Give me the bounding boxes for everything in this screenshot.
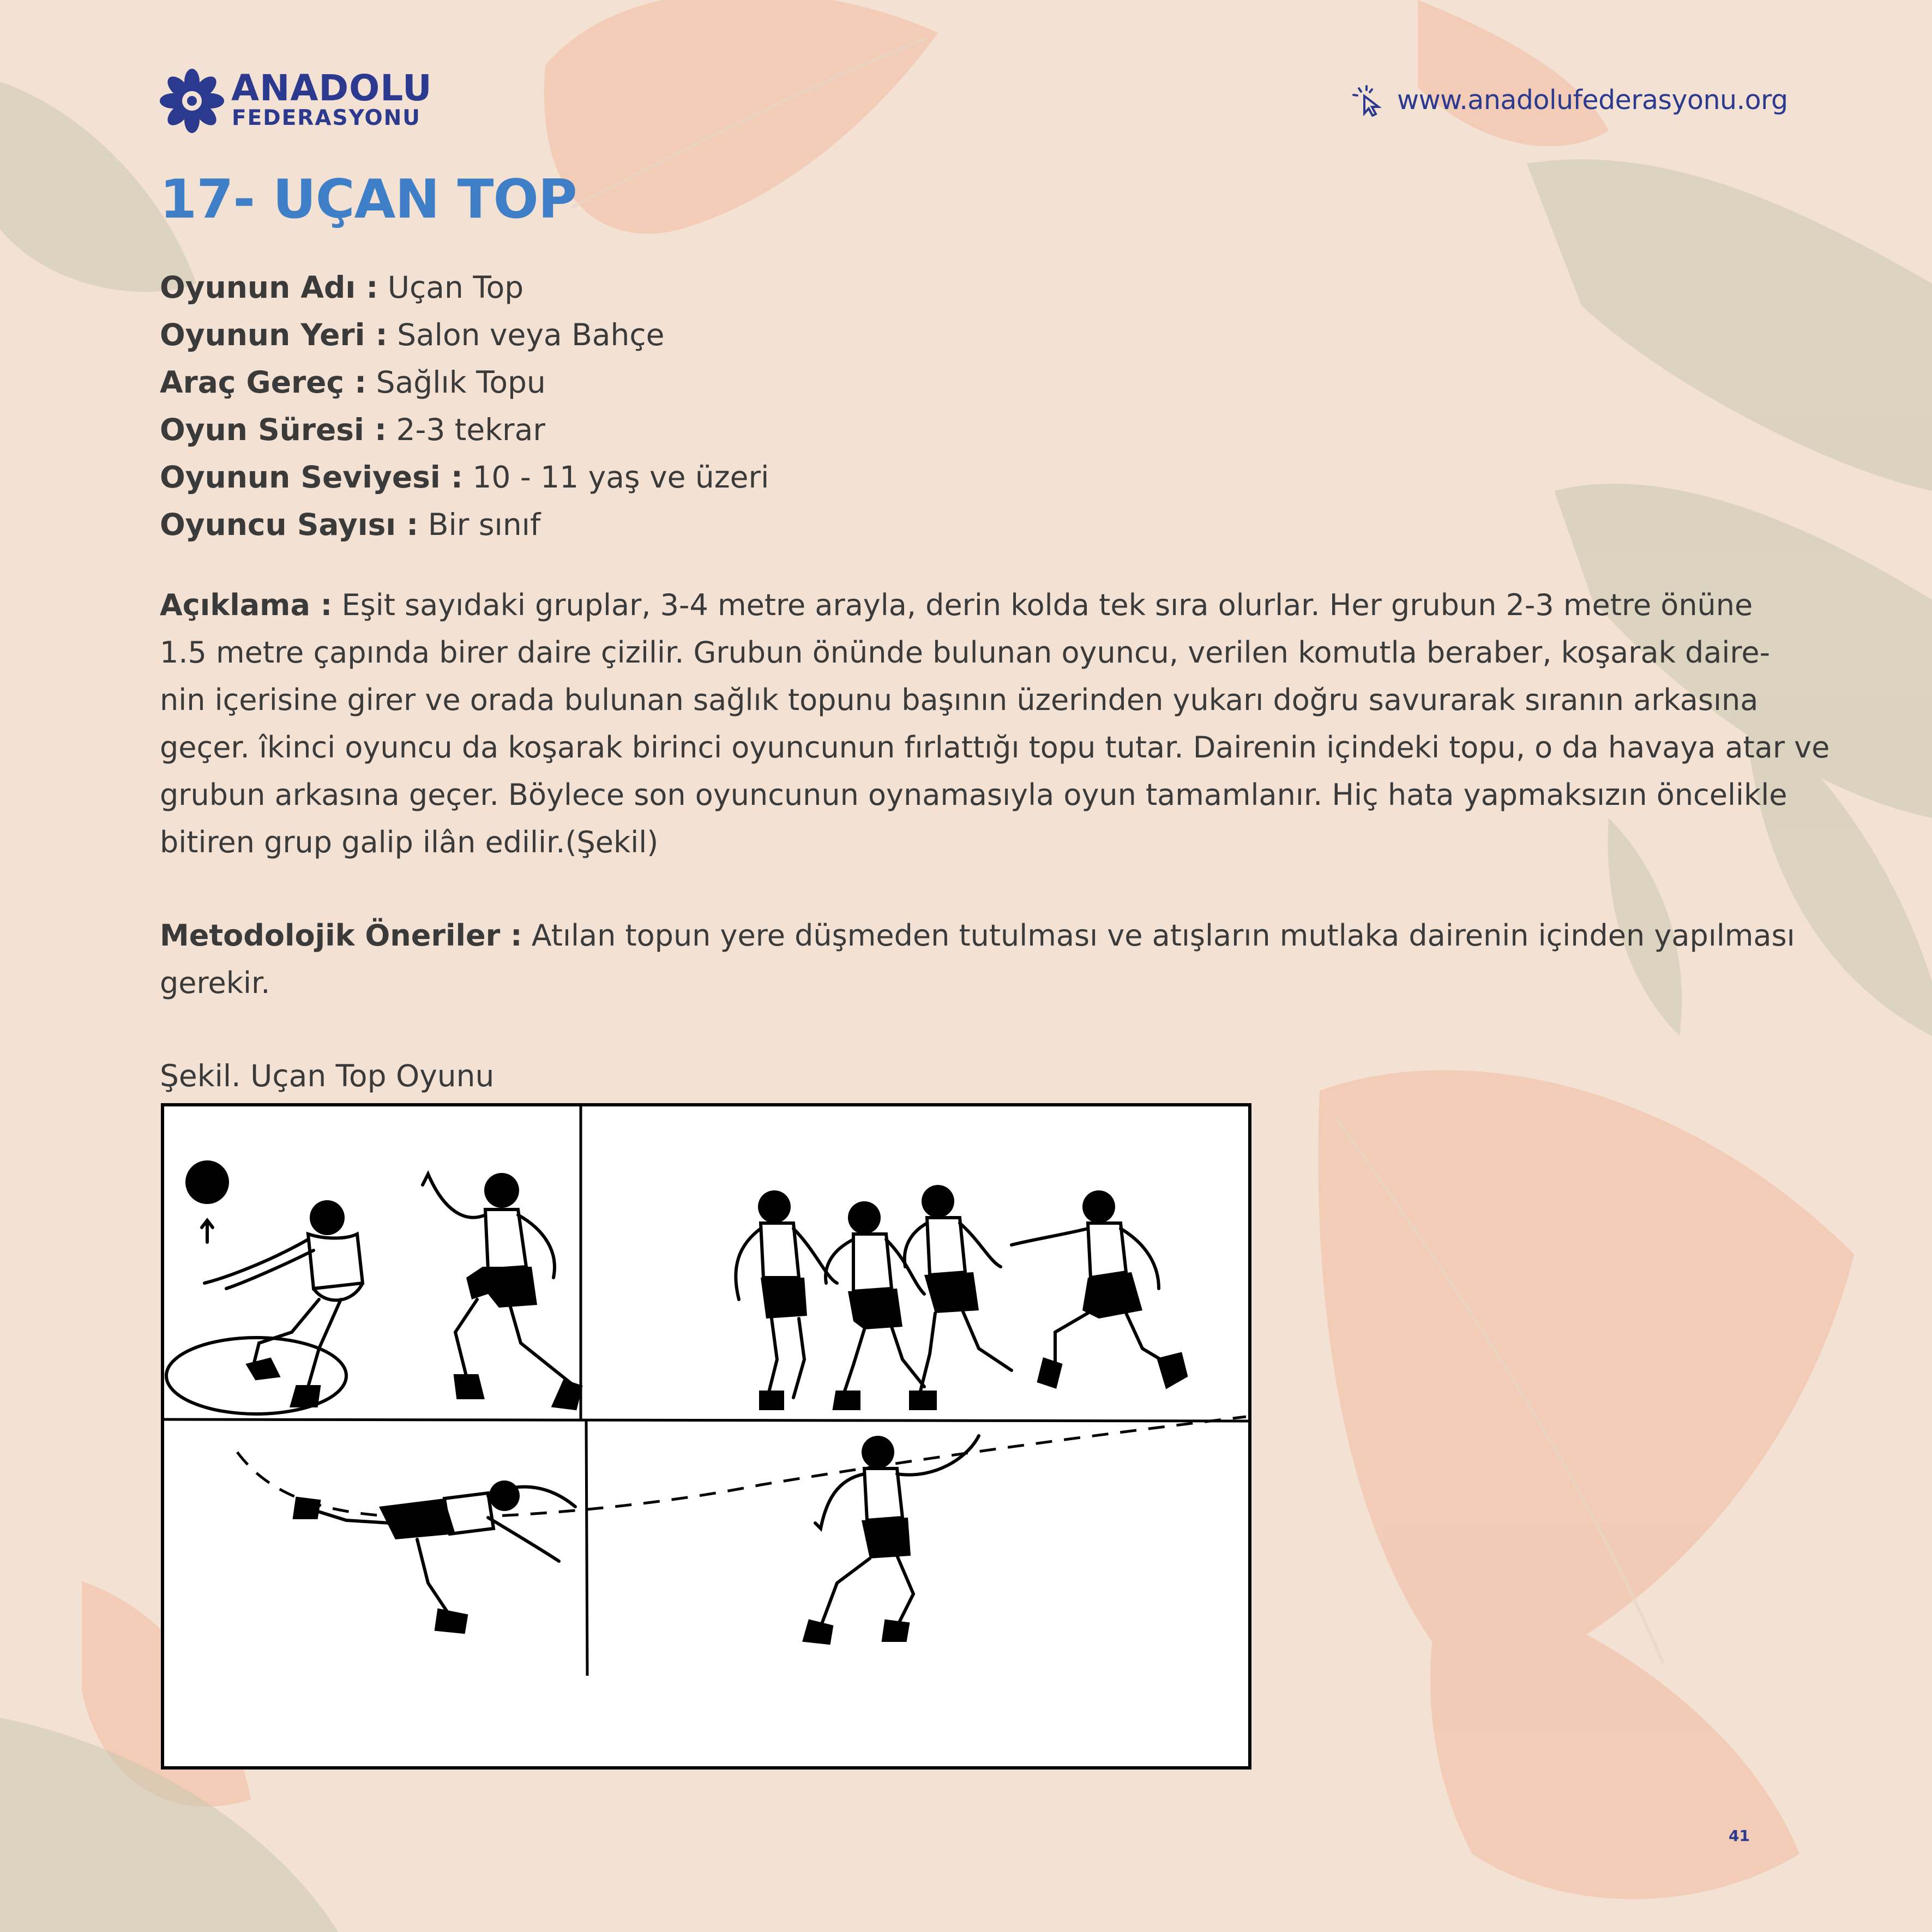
- info-row-players: [160, 501, 769, 549]
- methodology-paragraph: [160, 912, 1796, 1007]
- info-label: Oyunun Yeri :: [160, 317, 388, 352]
- description-text: Eşit sayıdaki gruplar, 3-4 metre arayla, derin kolda tek sıra olurlar. Her grubun 2-3 metre önüne: [332, 588, 1753, 622]
- info-value: Salon veya Bahçe: [397, 317, 665, 352]
- description-line: grubun arkasına geçer. Böylece son oyuncunun oynamasıyla oyun tamamlanır. Hiç hata yapmaksızın öncelikle: [160, 778, 1787, 812]
- info-row-place: [160, 311, 769, 359]
- game-info-list: [160, 264, 769, 549]
- methodology-line: [160, 912, 1796, 959]
- logo-name: ANADOLU: [231, 67, 432, 109]
- logo-subtitle: FEDERASYONU: [232, 106, 421, 130]
- methodology-label: Metodolojik Öneriler :: [160, 918, 522, 953]
- figure-caption: Şekil. Uçan Top Oyunu: [160, 1058, 495, 1093]
- info-label: Oyunun Adı :: [160, 270, 378, 305]
- info-row-duration: [160, 406, 769, 454]
- description-line: bitiren grup galip ilân edilir.(Şekil): [160, 825, 659, 859]
- page-title: 17- UÇAN TOP: [160, 168, 577, 231]
- description-line: [160, 581, 1796, 629]
- info-value: 10 - 11 yaş ve üzeri: [472, 460, 769, 495]
- logo[interactable]: [160, 67, 432, 133]
- flower-logo-icon: [160, 69, 224, 133]
- info-value: Uçan Top: [387, 270, 524, 305]
- info-label: Oyuncu Sayısı :: [160, 507, 419, 542]
- page-number: 41: [1729, 1827, 1750, 1845]
- info-row-level: [160, 454, 769, 501]
- description-line: nin içerisine girer ve orada bulunan sağlık topunu başının üzerinden yukarı doğru savurarak sıranın arkasına: [160, 683, 1759, 717]
- info-row-name: [160, 264, 769, 311]
- methodology-text: Atılan topun yere düşmeden tutulması ve atışların mutlaka dairenin içinden yapılması: [522, 918, 1795, 953]
- website-link[interactable]: [1351, 81, 1788, 119]
- info-value: Bir sınıf: [428, 507, 541, 542]
- info-label: Oyun Süresi :: [160, 412, 387, 447]
- info-label: Oyunun Seviyesi :: [160, 460, 463, 495]
- info-label: Araç Gereç :: [160, 365, 367, 400]
- info-value: 2-3 tekrar: [396, 412, 545, 447]
- info-row-equipment: [160, 359, 769, 406]
- website-url: www.anadolufederasyonu.org: [1397, 84, 1788, 116]
- description-line: geçer. îkinci oyuncu da koşarak birinci oyuncunun fırlattığı topu tutar. Dairenin içindeki topu, o da havaya atar ve: [160, 730, 1830, 765]
- description-paragraph: [160, 581, 1830, 866]
- methodology-line: gerekir.: [160, 966, 270, 1000]
- game-illustration: [161, 1103, 1251, 1770]
- info-value: Sağlık Topu: [376, 365, 546, 400]
- description-label: Açıklama :: [160, 588, 333, 622]
- cursor-click-icon: [1351, 83, 1385, 117]
- description-line: 1.5 metre çapında birer daire çizilir. Grubun önünde bulunan oyuncu, verilen komutla beraber, koşarak daire-: [160, 635, 1771, 670]
